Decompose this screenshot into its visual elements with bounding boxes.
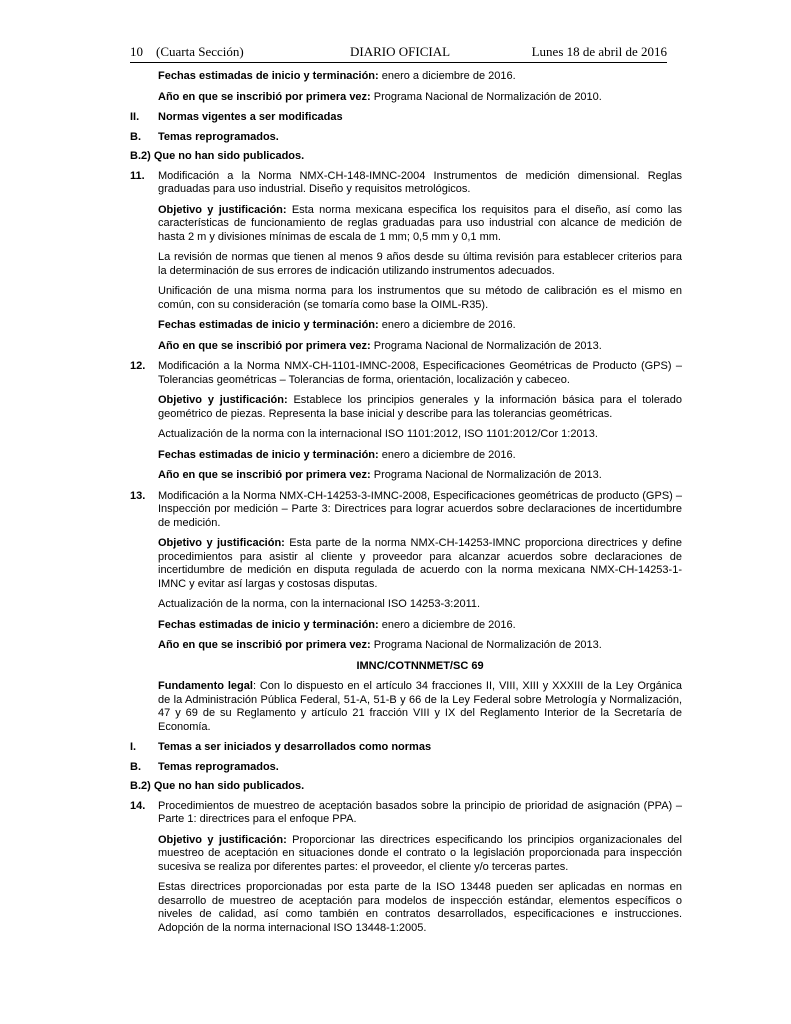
paragraph: Objetivo y justificación: Esta norma mexicana especifica los requisitos para el diseño, así como las características de funcionamiento de reglas graduadas para uso industrial con alcance de medición de hasta 2 m y divisiones mínimas de escala de 1 mm; 0,5 mm y 0,1 mm. <box>158 203 682 243</box>
page-header <box>130 44 667 60</box>
paragraph: Fundamento legal: Con lo dispuesto en el artículo 34 fracciones II, VIII, XIII y XXXIII de la Ley Orgánica de la Administración Pública Federal, 51-A, 51-B y 66 de la Ley Federal sobre Metrología y Normalización, 47 y 69 de su Reglamento y artículo 21 fracción VIII y IX del Reglamento Interior de la Secretaría de Economía. <box>158 680 682 733</box>
paragraph: Año en que se inscribió por primera vez: Programa Nacional de Normalización de 2013. <box>158 339 602 352</box>
section-heading: II. Normas vigentes a ser modificadas <box>130 111 343 123</box>
paragraph: La revisión de normas que tienen al menos 9 años desde su última revisión para establecer criterios para la determinación de sus errores de indicación utilizando instrumentos adecuados. <box>158 251 682 277</box>
section-label: (Cuarta Sección) <box>156 44 244 59</box>
header-rule <box>130 62 667 63</box>
publication-date: Lunes 18 de abril de 2016 <box>531 44 667 59</box>
section-heading: B.2) Que no han sido publicados. <box>130 150 305 162</box>
paragraph: Año en que se inscribió por primera vez: Programa Nacional de Normalización de 2013. <box>158 639 602 651</box>
section-heading: I. Temas a ser iniciados y desarrollados como normas <box>130 741 432 753</box>
paragraph: Fechas estimadas de inicio y terminación: enero a diciembre de 2016. <box>158 319 516 331</box>
section-heading: B.2) Que no han sido publicados. <box>130 780 305 792</box>
paragraph: Año en que se inscribió por primera vez: Programa Nacional de Normalización de 2013. <box>158 469 602 481</box>
paragraph: Fechas estimadas de inicio y terminación: enero a diciembre de 2016. <box>158 70 516 82</box>
paragraph: Objetivo y justificación: Establece los principios generales y la información básica para el tolerado geométrico de piezas. Representa la base inicial y describe para las tolerancias geométricas. <box>158 394 683 420</box>
paragraph: Objetivo y justificación: Esta parte de la norma NMX-CH-14253-IMNC proporciona directrices y define procedimientos para asistir al cliente y proveedor para alcanzar acuerdos sobre declaraciones de incertidumbre de medición en disputa regulada de acuerdo con la norma mexicana NMX-CH-14253-1-IMNC y evitar así largas y costosas disputas. <box>158 537 682 590</box>
list-item: 11. Modificación a la Norma NMX-CH-148-IMNC-2004 Instrumentos de medición dimensional. Reglas graduadas para uso industrial. Diseño y requisitos metrológicos. <box>130 169 682 195</box>
committee-heading: IMNC/COTNNMET/SC 69 <box>356 659 484 672</box>
list-item: 14. Procedimientos de muestreo de aceptación basados sobre la principio de prioridad de asignación (PPA) – Parte 1: directrices para el enfoque PPA. <box>130 799 682 825</box>
list-item: 12. Modificación a la Norma NMX-CH-1101-IMNC-2008, Especificaciones Geométricas de Producto (GPS) – Tolerancias geométricas – Tolerancias de forma, orientación, localización y cabeceo. <box>130 360 682 386</box>
paragraph: Objetivo y justificación: Proporcionar las directrices especificando los principios organizacionales del muestreo de aceptación en situaciones donde el contrato o la legislación proporcionada para inspección sucesiva se realiza por diferentes partes: el proveedor, el cliente y/o terceras partes. <box>158 833 682 873</box>
section-heading: B. Temas reprogramados. <box>130 760 279 773</box>
paragraph: Fechas estimadas de inicio y terminación: enero a diciembre de 2016. <box>158 448 516 461</box>
list-item: 13. Modificación a la Norma NMX-CH-14253-3-IMNC-2008, Especificaciones geométricas de producto (GPS) – Inspección por medición – Parte 3: Directrices para lograr acuerdos sobre declaraciones de incertidumbre de medición. <box>130 489 682 529</box>
section-heading: B. Temas reprogramados. <box>130 130 279 143</box>
paragraph: Fechas estimadas de inicio y terminación: enero a diciembre de 2016. <box>158 618 516 631</box>
page-number: 10 <box>130 44 143 59</box>
paragraph: Año en que se inscribió por primera vez: Programa Nacional de Normalización de 2010. <box>158 90 602 103</box>
paragraph: Actualización de la norma con la internacional ISO 1101:2012, ISO 1101:2012/Cor 1:2013. <box>158 428 598 440</box>
publication-title: DIARIO OFICIAL <box>350 44 451 59</box>
paragraph: Actualización de la norma, con la internacional ISO 14253-3:2011. <box>158 598 481 610</box>
paragraph: Estas directrices proporcionadas por esta parte de la ISO 13448 pueden ser aplicadas en normas en desarrollo de muestreo de aceptación para modelos de inspección estándar, elementos específicos o niveles de calidad, así como también en contratos desarrollados, especificaciones e instrucciones. Adopción de la norma internacional ISO 13448-1:2005. <box>158 881 682 934</box>
paragraph: Unificación de una misma norma para los instrumentos que su método de calibración es el mismo en común, con su consideración (se tomaría como base la OIML-R35). <box>158 285 682 311</box>
document-body <box>130 70 682 942</box>
